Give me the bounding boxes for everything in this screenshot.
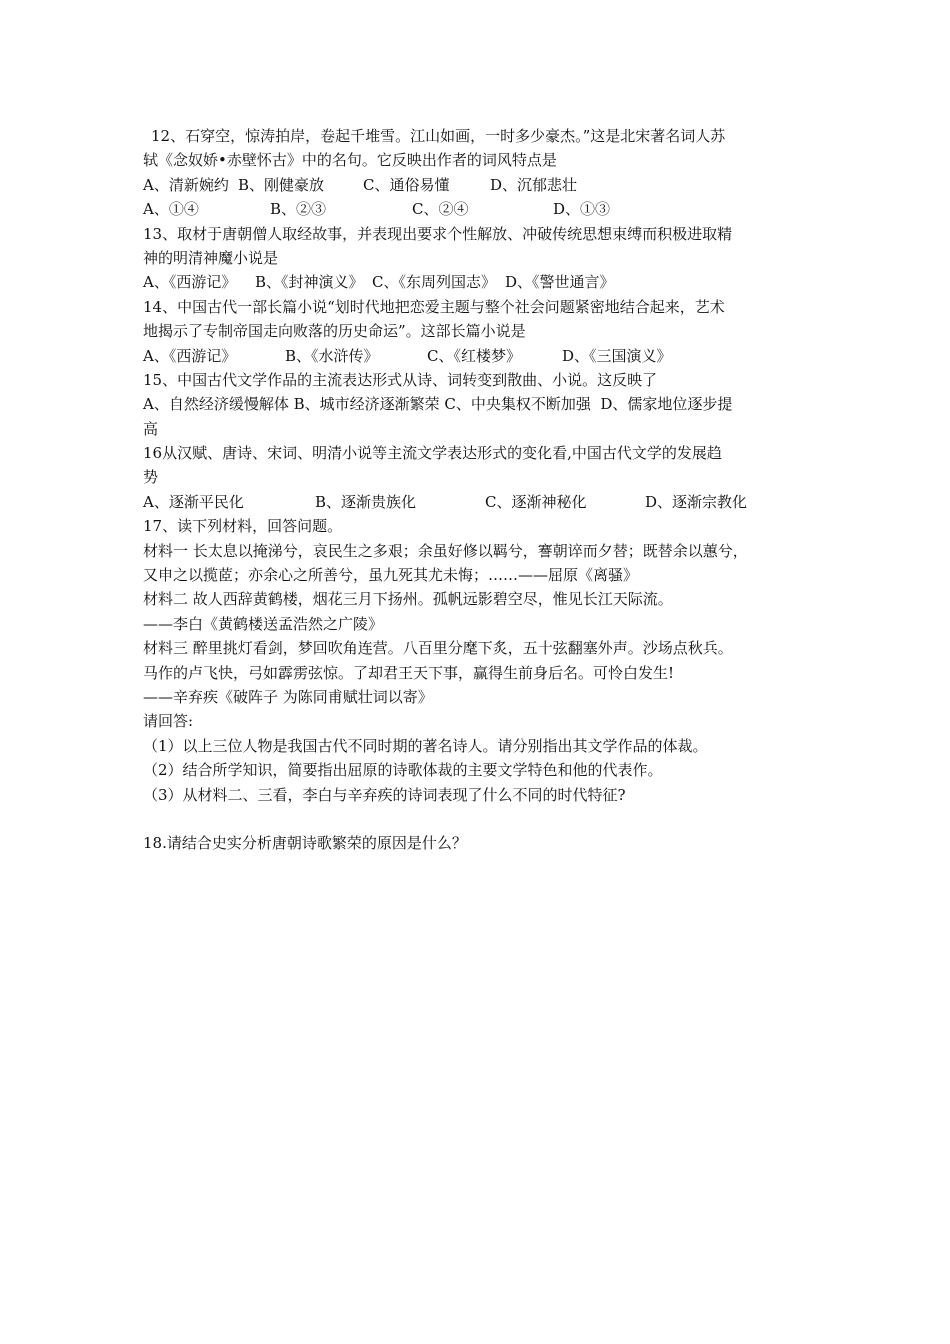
- q12-combo-b: B、②③: [270, 200, 327, 219]
- question-14: [143, 295, 823, 368]
- question-13: [143, 222, 823, 295]
- q15-options-line-2: 高: [143, 419, 159, 438]
- q12-stem-line-2: 轼《念奴娇•赤壁怀古》中的名句。它反映出作者的词风特点是: [143, 151, 557, 170]
- q14-option-d: D、《三国演义》: [562, 346, 672, 365]
- q18-stem: 18.请结合史实分析唐朝诗歌繁荣的原因是什么？: [143, 834, 467, 853]
- document-body: [143, 124, 823, 856]
- q17-sub-question-3: （3）从材料二、三看，李白与辛弃疾的诗词表现了什么不同的时代特征?: [143, 785, 626, 804]
- q13-option-d: D、《警世通言》: [505, 273, 615, 292]
- q17-material-1-line-2: 又申之以揽茝；亦余心之所善兮，虽九死其尤未悔；……——屈原《离骚》: [143, 566, 639, 585]
- q17-material-2-source: ——李白《黄鹤楼送孟浩然之广陵》: [143, 614, 384, 633]
- q12-combo-a: A、①④: [143, 200, 199, 219]
- question-18: [143, 831, 823, 855]
- q12-option-b: B、刚健豪放: [238, 175, 325, 194]
- q13-options: [143, 270, 823, 294]
- spacer: [143, 807, 823, 831]
- q17-sub-question-2: （2）结合所学知识，简要指出屈原的诗歌体裁的主要文学特色和他的代表作。: [143, 761, 663, 780]
- q17-material-1-line-1: 材料一 长太息以掩涕兮，哀民生之多艰；余虽好修以羁兮，謇朝谇而夕替；既替余以蕙兮，: [143, 541, 748, 560]
- q13-stem-line-2: 神的明清神魔小说是: [143, 248, 279, 267]
- q14-options: [143, 344, 823, 368]
- q16-option-a: A、逐渐平民化: [143, 492, 244, 511]
- q17-material-3-line-1: 材料三 醉里挑灯看剑，梦回吹角连营。八百里分麾下炙，五十弦翻塞外声。沙场点秋兵。: [143, 639, 733, 658]
- q14-stem-line-2: 地揭示了专制帝国走向败落的历史命运”。这部长篇小说是: [143, 322, 526, 341]
- q16-option-d: D、逐渐宗教化: [645, 492, 748, 511]
- q12-option-c: C、通俗易懂: [363, 175, 450, 194]
- q16-stem-line-2: 势: [143, 468, 159, 487]
- q12-options: [143, 173, 823, 197]
- q14-stem-line-1: 14、中国古代一部长篇小说“划时代地把恋爱主题与整个社会问题紧密地结合起来，艺术: [143, 297, 725, 316]
- q17-ask: 请回答:: [143, 712, 194, 731]
- q13-option-a: A、《西游记》: [143, 273, 237, 292]
- q14-option-b: B、《水浒传》: [285, 346, 379, 365]
- q16-option-b: B、逐渐贵族化: [315, 492, 417, 511]
- question-17: [143, 514, 823, 807]
- q17-material-3-source: ——辛弃疾《破阵子 为陈同甫赋壮词以寄》: [143, 687, 433, 706]
- q15-options-line-1: A、自然经济缓慢解体 B、城市经济逐渐繁荣 C、中央集权不断加强 D、儒家地位逐步提: [143, 395, 733, 414]
- q16-option-c: C、逐渐神秘化: [485, 492, 587, 511]
- q12-combo-d: D、①③: [553, 200, 611, 219]
- q17-intro: 17、读下列材料，回答问题。: [143, 517, 343, 536]
- question-16: [143, 441, 823, 514]
- q12-option-d: D、沉郁悲壮: [490, 175, 578, 194]
- q17-material-2-line-1: 材料二 故人西辞黄鹤楼，烟花三月下扬州。孤帆远影碧空尽，惟见长江天际流。: [143, 590, 673, 609]
- q14-option-c: C、《红楼梦》: [427, 346, 521, 365]
- q12-option-a: A、清新婉约: [143, 175, 229, 194]
- q12-combo-c: C、②④: [412, 200, 469, 219]
- q17-sub-question-1: （1）以上三位人物是我国古代不同时期的著名诗人。请分别指出其文学作品的体裁。: [143, 736, 708, 755]
- q16-stem-line-1: 16从汉赋、唐诗、宋词、明清小说等主流文学表达形式的变化看,中国古代文学的发展趋: [143, 444, 722, 463]
- question-15: [143, 368, 823, 441]
- q17-material-3-line-2: 马作的卢飞快，弓如霹雳弦惊。了却君王天下事，赢得生前身后名。可怜白发生!: [143, 663, 675, 682]
- question-12: [143, 124, 823, 222]
- q16-options: [143, 490, 823, 514]
- q13-stem-line-1: 13、取材于唐朝僧人取经故事，并表现出要求个性解放、冲破传统思想束缚而积极进取精: [143, 224, 733, 243]
- q15-stem: 15、中国古代文学作品的主流表达形式从诗、词转变到散曲、小说。这反映了: [143, 370, 658, 389]
- q13-option-b: B、《封神演义》: [255, 273, 364, 292]
- q13-option-c: C、《东周列国志》: [372, 273, 496, 292]
- q12-stem-line-1: 12、石穿空，惊涛拍岸，卷起千堆雪。江山如画，一时多少豪杰。”这是北宋著名词人苏: [151, 127, 726, 145]
- q12-combo-options: [143, 197, 823, 221]
- q14-option-a: A、《西游记》: [143, 346, 237, 365]
